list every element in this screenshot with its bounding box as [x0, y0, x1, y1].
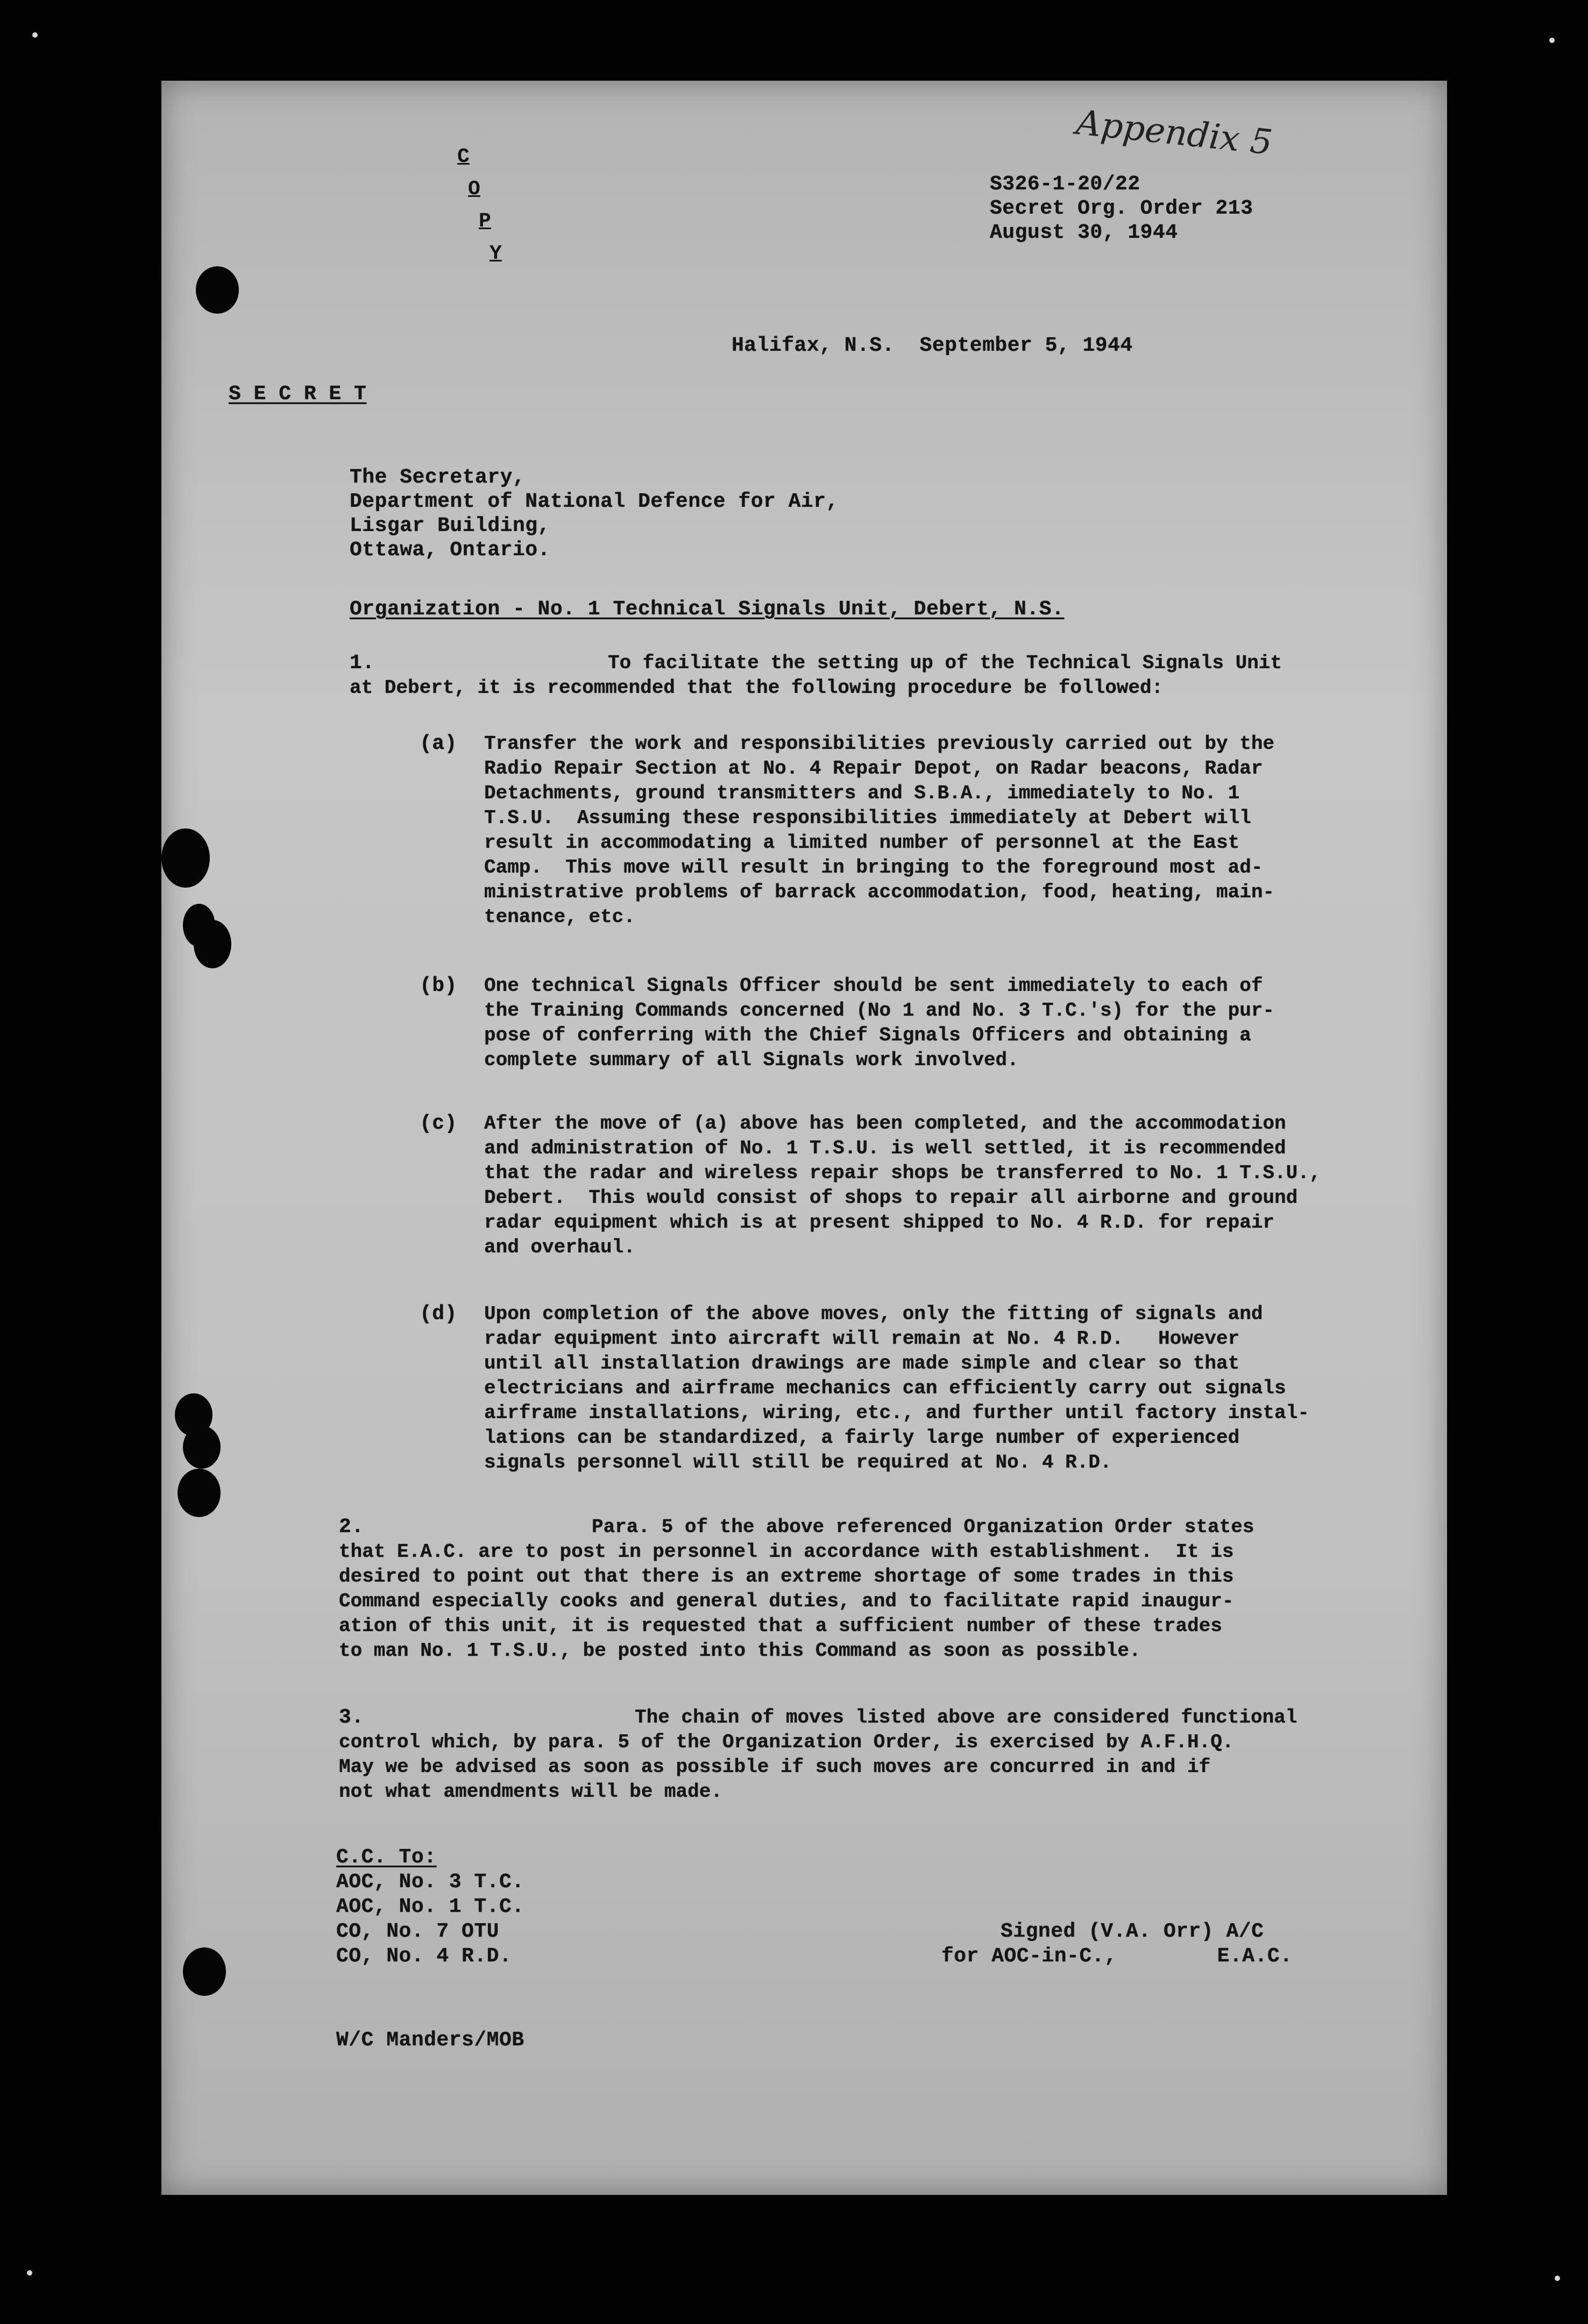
- item-text: complete summary of all Signals work involved.: [484, 1049, 1019, 1071]
- item-text: Upon completion of the above moves, only the fitting of signals and: [484, 1303, 1263, 1325]
- paragraph-text: at Debert, it is recommended that the following procedure be followed:: [350, 677, 1164, 699]
- cc-recipient: CO, No. 7 OTU: [336, 1920, 499, 1943]
- handwritten-annotation: Appendix 5: [1074, 103, 1274, 163]
- item-label: (b): [420, 974, 457, 997]
- paragraph-text: Command especially cooks and general duties, and to facilitate rapid inaugur-: [339, 1590, 1234, 1612]
- item-text: ministrative problems of barrack accommodation, food, heating, main-: [484, 881, 1275, 903]
- addressee-line: The Secretary,: [350, 466, 526, 489]
- addressee-line: Ottawa, Ontario.: [350, 539, 550, 562]
- punch-hole: [183, 1947, 226, 1996]
- paragraph-number: 3.: [339, 1706, 364, 1729]
- copy-letter: C: [457, 145, 470, 168]
- paragraph-text: control which, by para. 5 of the Organization Order, is exercised by A.F.H.Q.: [339, 1731, 1234, 1753]
- item-text: electricians and airframe mechanics can efficiently carry out signals: [484, 1377, 1286, 1399]
- copy-letter: O: [468, 178, 480, 201]
- film-speck: [1549, 38, 1555, 43]
- item-text: lations can be standardized, a fairly large number of experienced: [484, 1427, 1240, 1449]
- paragraph-number: 2.: [339, 1515, 364, 1539]
- item-text: Radio Repair Section at No. 4 Repair Depot, on Radar beacons, Radar: [484, 757, 1263, 780]
- copy-letter: P: [479, 210, 491, 233]
- cc-heading: C.C. To:: [336, 1846, 437, 1869]
- paragraph-number: 1.: [350, 651, 375, 675]
- punch-hole: [161, 828, 210, 888]
- punch-hole: [178, 1469, 221, 1517]
- item-text: Camp. This move will result in bringing to the foreground most ad-: [484, 856, 1263, 878]
- item-text: airframe installations, wiring, etc., and further until factory instal-: [484, 1402, 1309, 1424]
- item-text: and overhaul.: [484, 1236, 635, 1258]
- item-text: radar equipment which is at present shipped to No. 4 R.D. for repair: [484, 1211, 1275, 1234]
- addressee-line: Department of National Defence for Air,: [350, 490, 839, 513]
- punch-hole: [194, 920, 231, 968]
- item-text: radar equipment into aircraft will remain at No. 4 R.D. However: [484, 1328, 1240, 1350]
- paragraph-text: ation of this unit, it is requested that a sufficient number of these trades: [339, 1615, 1222, 1637]
- letter-page: [161, 81, 1447, 2195]
- signature-line: Signed (V.A. Orr) A/C: [1001, 1920, 1264, 1943]
- addressee-line: Lisgar Building,: [350, 514, 550, 537]
- cc-recipient: AOC, No. 3 T.C.: [336, 1870, 524, 1894]
- item-text: Debert. This would consist of shops to repair all airborne and ground: [484, 1187, 1298, 1209]
- item-text: signals personnel will still be required at No. 4 R.D.: [484, 1451, 1112, 1473]
- item-text: T.S.U. Assuming these responsibilities immediately at Debert will: [484, 807, 1251, 829]
- paragraph-text: to man No. 1 T.S.U., be posted into this Command as soon as possible.: [339, 1640, 1141, 1662]
- item-text: until all installation drawings are made simple and clear so that: [484, 1352, 1240, 1374]
- item-label: (c): [420, 1112, 457, 1135]
- cc-recipient: CO, No. 4 R.D.: [336, 1945, 512, 1968]
- item-text: One technical Signals Officer should be sent immediately to each of: [484, 975, 1263, 997]
- paragraph-text: not what amendments will be made.: [339, 1781, 722, 1803]
- paragraph-text: To facilitate the setting up of the Technical Signals Unit: [608, 652, 1282, 674]
- punch-hole: [183, 1426, 221, 1469]
- item-label: (a): [420, 732, 457, 755]
- file-reference: S326-1-20/22: [990, 173, 1140, 196]
- item-text: and administration of No. 1 T.S.U. is well settled, it is recommended: [484, 1137, 1286, 1159]
- order-date: August 30, 1944: [990, 221, 1178, 244]
- order-reference: Secret Org. Order 213: [990, 197, 1253, 220]
- cc-recipient: AOC, No. 1 T.C.: [336, 1895, 524, 1918]
- typist-reference: W/C Manders/MOB: [336, 2029, 524, 2052]
- subject-line: Organization - No. 1 Technical Signals Unit, Debert, N.S.: [350, 598, 1065, 621]
- signature-authority: for AOC-in-C., E.A.C.: [941, 1945, 1293, 1968]
- item-text: pose of conferring with the Chief Signals Officers and obtaining a: [484, 1024, 1251, 1046]
- film-speck: [32, 32, 38, 38]
- item-text: Detachments, ground transmitters and S.B.A., immediately to No. 1: [484, 782, 1240, 804]
- item-label: (d): [420, 1302, 457, 1326]
- film-speck: [27, 2270, 32, 2276]
- paragraph-text: that E.A.C. are to post in personnel in accordance with establishment. It is: [339, 1541, 1234, 1563]
- punch-hole: [196, 266, 239, 314]
- item-text: After the move of (a) above has been completed, and the accommodation: [484, 1113, 1286, 1135]
- copy-letter: Y: [490, 242, 502, 265]
- place-date: Halifax, N.S. September 5, 1944: [732, 334, 1133, 357]
- paragraph-text: May we be advised as soon as possible if such moves are concurred in and if: [339, 1756, 1211, 1778]
- item-text: Transfer the work and responsibilities previously carried out by the: [484, 733, 1275, 755]
- item-text: that the radar and wireless repair shops be transferred to No. 1 T.S.U.,: [484, 1162, 1321, 1184]
- paragraph-text: The chain of moves listed above are considered functional: [635, 1706, 1298, 1728]
- paragraph-text: desired to point out that there is an extreme shortage of some trades in this: [339, 1565, 1234, 1588]
- film-speck: [1555, 2276, 1560, 2281]
- item-text: result in accommodating a limited number of personnel at the East: [484, 832, 1240, 854]
- paragraph-text: Para. 5 of the above referenced Organization Order states: [592, 1516, 1254, 1538]
- item-text: the Training Commands concerned (No 1 and No. 3 T.C.'s) for the pur-: [484, 1000, 1275, 1022]
- classification-heading: S E C R E T: [229, 382, 367, 406]
- item-text: tenance, etc.: [484, 906, 635, 928]
